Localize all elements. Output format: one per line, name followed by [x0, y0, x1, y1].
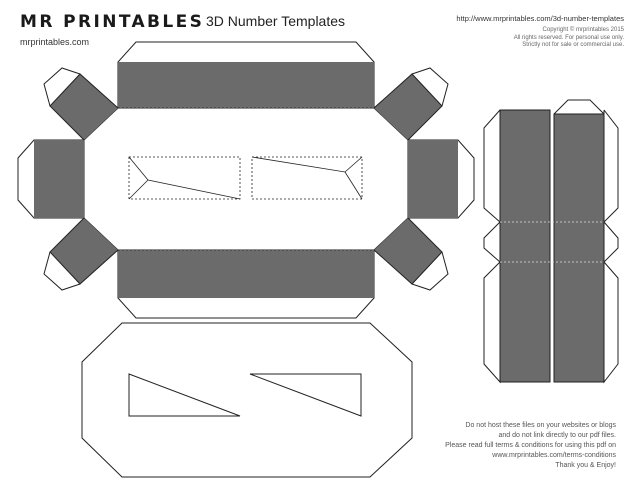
- right-panel: [408, 140, 458, 218]
- usage-notice: [445, 421, 616, 471]
- page-url: http://www.mrprintables.com/3d-number-templates: [456, 14, 624, 23]
- notice-line: Please read full terms & conditions for using this pdf on: [445, 442, 616, 449]
- brand-url: mrprintables.com: [20, 37, 90, 47]
- notice-line: www.mrprintables.com/terms-conditions: [492, 452, 616, 459]
- corner-bottom-left: [44, 218, 118, 290]
- strip-top-cap: [554, 100, 604, 114]
- bottom-face-outline: [82, 323, 412, 477]
- copyright-line: Copyright © mrprintables 2015: [542, 27, 624, 33]
- left-panel: [34, 140, 84, 218]
- corner-top-left: [44, 68, 118, 140]
- strip-panel-left: [500, 110, 550, 382]
- bottom-panel: [118, 250, 374, 298]
- top-template: [18, 42, 474, 318]
- strip-left-outline: [484, 110, 500, 382]
- center-face-outline: [84, 108, 408, 250]
- cutout-upper: [129, 157, 362, 199]
- notice-line: Thank you & Enjoy!: [555, 462, 616, 469]
- notice-line: and do not link directly to our pdf files.: [498, 432, 616, 439]
- copyright-line: Strictly not for sale or commercial use.: [522, 42, 624, 48]
- bottom-template: [82, 323, 412, 477]
- cutout-left-triangle: [129, 374, 240, 416]
- cutout-right-triangle: [250, 374, 361, 416]
- corner-bottom-right: [374, 218, 448, 290]
- side-strips: [484, 100, 618, 382]
- page-title: 3D Number Templates: [206, 13, 346, 29]
- notice-line: Do not host these files on your websites or blogs: [465, 422, 616, 429]
- corner-top-right: [374, 68, 448, 140]
- strip-panel-right: [554, 114, 604, 382]
- brand-logo: MR PRINTABLES: [20, 12, 205, 32]
- copyright-line: All rights reserved. For personal use only.: [513, 34, 624, 41]
- strip-right-outline: [604, 110, 618, 382]
- top-panel: [118, 62, 374, 108]
- fold-lines: [118, 108, 374, 250]
